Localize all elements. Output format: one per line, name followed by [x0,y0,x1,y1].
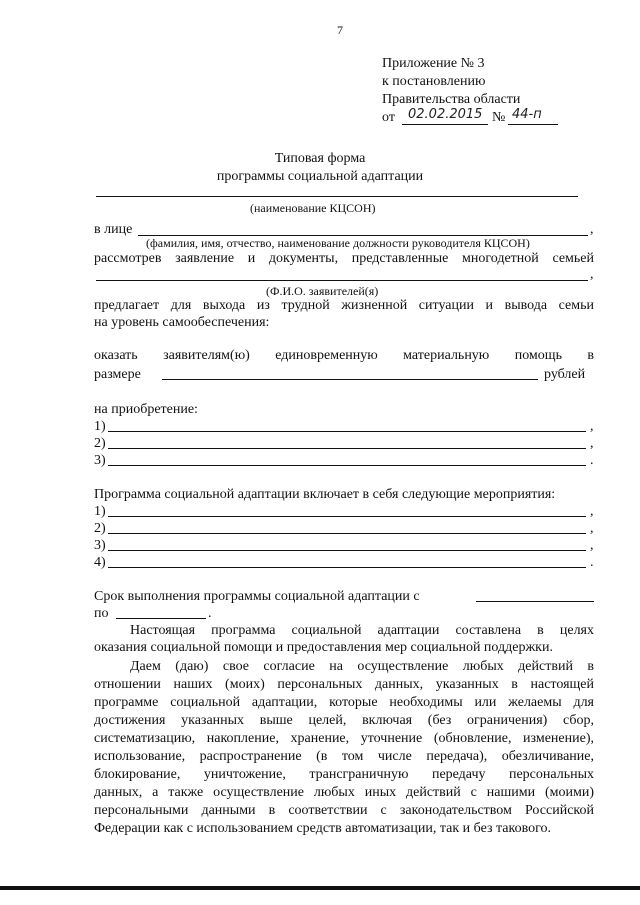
program-item-4-label: 4) [94,555,106,570]
comma: , [590,436,594,451]
purchase-item-3-line [108,465,586,466]
consent-line: блокирование, уничтожение, трансграничную передачу персональных [94,767,594,782]
po-label: по [94,606,109,621]
page-number: 7 [337,23,343,37]
deadline-start-line [476,601,594,602]
program-item-2-line [108,533,586,534]
appendix-line-3: Правительства области [382,92,521,107]
consent-line: использование, распространение (в том числе передача), обезличивание, [94,749,594,764]
razmere-label: размере [94,367,141,382]
scan-bottom-border [0,886,640,890]
deadline-end-line [116,618,206,619]
kcson-line [96,196,578,197]
consent-line: программе социальной адаптации, которые необходимы или желаемы для [94,695,594,710]
offer-line-1: предлагает для выхода из трудной жизненной ситуации и вывода семьи [94,298,594,313]
consent-line: данных, а также осуществление любых иных действий с нашими (моими) [94,785,594,800]
rubles-label: рублей [544,367,586,382]
program-item-4-line [108,567,586,568]
consent-line: отношении наших (моих) персональных данных, указанных в настоящей [94,677,594,692]
purchase-item-3-label: 3) [94,453,106,468]
kcson-caption: (наименование КЦСОН) [250,201,376,215]
title-line-1: Типовая форма [274,151,366,166]
period: . [208,606,212,621]
purchase-item-1-label: 1) [94,419,106,434]
para1-line-2: оказания социальной помощи и предоставления мер социальной поддержки. [94,640,553,655]
comma: , [590,521,594,536]
v-litse-label: в лице [94,222,133,237]
comma: , [590,267,594,282]
date-underline [402,124,488,125]
number-label: № [492,110,506,125]
para1-line-1: Настоящая программа социальной адаптации составлена в целях [130,623,594,638]
appendix-ot: от [382,110,395,125]
appendix-line-1: Приложение № 3 [382,56,485,71]
purchase-item-1-line [108,431,586,432]
consent-line: достижения указанных выше целей, включая (без ограничения) сбор, [94,713,594,728]
purchase-heading: на приобретение: [94,402,198,417]
applicants-caption: (Ф.И.О. заявителей(я) [266,284,379,298]
number-handwritten: 44-п [512,107,542,122]
program-item-2-label: 2) [94,521,106,536]
program-item-1-label: 1) [94,504,106,519]
title-line-2: программы социальной адаптации [216,169,424,184]
purchase-item-2-label: 2) [94,436,106,451]
director-caption: (фамилия, имя, отчество, наименование должности руководителя КЦСОН) [146,236,530,250]
assist-line-1: оказать заявителям(ю) единовременную материальную помощь в [94,348,594,363]
comma: , [590,538,594,553]
period: . [590,453,594,468]
program-item-1-line [108,516,586,517]
appendix-line-2: к постановлению [382,74,486,89]
deadline-text: Срок выполнения программы социальной адаптации с [94,589,420,604]
comma: , [590,419,594,434]
consent-line: персональными данными в соответствии с законодательством Российской [94,803,594,818]
family-line [96,280,588,281]
program-item-3-line [108,550,586,551]
consent-line: Даем (даю) свое согласие на осуществление любых действий в [130,659,594,674]
offer-line-2: на уровень самообеспечения: [94,315,270,330]
period: . [590,555,594,570]
comma: , [590,504,594,519]
amount-line [162,379,538,380]
purchase-item-2-line [108,448,586,449]
comma: , [590,222,594,237]
date-handwritten: 02.02.2015 [408,107,483,122]
program-heading: Программа социальной адаптации включает в себя следующие мероприятия: [94,487,556,502]
reviewed-text: рассмотрев заявление и документы, представленные многодетной семьей [94,251,594,266]
program-item-3-label: 3) [94,538,106,553]
number-underline [508,124,558,125]
consent-line: систематизацию, накопление, хранение, уточнение (обновление, изменение), [94,731,594,746]
consent-line: Федерации как с использованием средств автоматизации, так и без такового. [94,821,552,836]
